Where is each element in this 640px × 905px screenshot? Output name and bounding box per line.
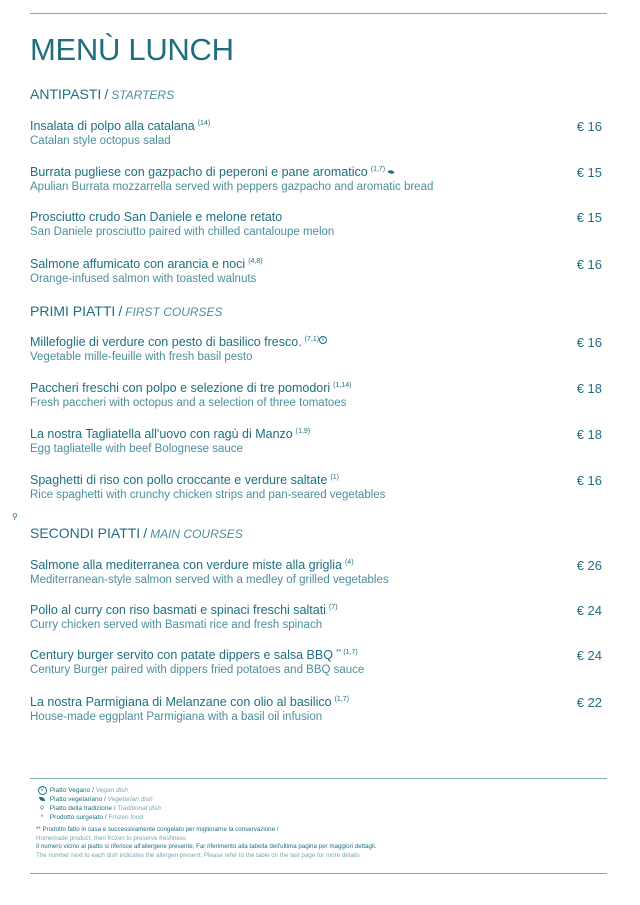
section-separator: /	[118, 303, 123, 319]
note-frozen-en: Homemade product, then frozen to preserve freshness	[36, 834, 186, 842]
dish-tagliatella	[30, 427, 607, 461]
vegan-icon: V	[38, 786, 47, 795]
section-title-en: MAIN COURSES	[150, 527, 243, 541]
section-separator: /	[143, 525, 148, 541]
legend-vegetarian: Piatto vegetariano / Vegetarian dish	[36, 795, 596, 804]
allergen-codes: (1,14)	[333, 382, 352, 389]
legend-label-it: Prodotto surgelato	[49, 814, 103, 821]
legend-vegan: V Piatto Vegano / Vegan dish	[36, 786, 596, 795]
vegetarian-leaf-icon	[388, 169, 395, 175]
dish-spaghetti-riso	[30, 473, 607, 507]
dish-parmigiana	[30, 695, 607, 729]
section-title-en: STARTERS	[111, 88, 175, 102]
legend-label-en: Traditional dish	[117, 805, 161, 812]
legend-traditional: ⚲ Piatto della tradizione / Traditional dish	[36, 804, 596, 813]
legend-label-en: Vegetarian dish	[107, 796, 153, 803]
legend-label-it: Piatto Vegano	[49, 787, 91, 795]
footer-notes	[36, 826, 596, 860]
vegetarian-leaf-icon	[39, 797, 45, 801]
dish-price: € 24	[576, 648, 602, 663]
dish-name: Century burger servito con patate dippers e salsa BBQ	[30, 648, 333, 662]
dish-name: Pollo al curry con riso basmati e spinaci freschi saltati	[30, 603, 326, 617]
dish-description: Apulian Burrata mozzarrella served with peppers gazpacho and aromatic bread	[30, 181, 434, 193]
dish-millefoglie	[30, 335, 607, 369]
note-allergen-en: The number next to each dish indicates the allergen present. Please refer to the table on the last page for more details	[36, 851, 360, 859]
dish-name: Burrata pugliese con gazpacho di peperoni e pane aromatico	[30, 165, 368, 179]
dish-price: € 18	[576, 381, 602, 396]
dish-century-burger	[30, 648, 607, 682]
dish-description: House-made eggplant Parmigiana with a basil oil infusion	[30, 711, 323, 723]
allergen-codes: (1,9)	[295, 428, 311, 435]
dish-name: La nostra Tagliatella all'uovo con ragù di Manzo	[30, 427, 293, 441]
dish-price: € 24	[576, 603, 602, 618]
dish-description: Century Burger paired with dippers fried potatoes and BBQ sauce	[30, 664, 365, 676]
section-secondi-piatti	[30, 525, 243, 541]
dish-name: Insalata di polpo alla catalana	[30, 119, 195, 133]
dish-name: Paccheri freschi con polpo e selezione di tre pomodori	[30, 381, 331, 395]
legend-label-en: Frozen food	[108, 814, 144, 821]
dish-salmone-affumicato	[30, 257, 607, 291]
dish-pollo-curry	[30, 603, 607, 637]
traditional-dish-icon: ⚲	[12, 512, 18, 521]
dish-name: Millefoglie di verdure con pesto di basilico fresco.	[30, 335, 302, 349]
note-allergen-it: Il numero vicino al piatto si riferisce all'allergene presente, Far riferimento alla tabella dell'ultima pagina per maggiori dettagli.	[36, 843, 377, 850]
dish-price: € 16	[576, 335, 602, 350]
dish-price: € 18	[576, 427, 602, 442]
dish-description: Mediterranean-style salmon served with a medley of grilled vegetables	[30, 574, 389, 586]
dish-name: Salmone affumicato con arancia e noci	[30, 257, 246, 271]
legend-label-en: Vegan dish	[95, 787, 129, 795]
dish-name: Prosciutto crudo San Daniele e melone retato	[30, 210, 283, 224]
dish-price: € 16	[576, 473, 602, 488]
dish-prosciutto	[30, 210, 607, 244]
legend-label-it: Piatto vegetariano	[49, 796, 103, 803]
dish-price: € 26	[576, 558, 602, 573]
allergen-codes: (4,8)	[248, 258, 263, 265]
section-title-it: PRIMI PIATTI	[30, 303, 116, 319]
vegan-icon: V	[319, 336, 327, 344]
allergen-codes: ** (1,7)	[335, 649, 358, 656]
allergen-codes: (4)	[344, 559, 354, 566]
dish-description: Rice spaghetti with crunchy chicken strips and pan-seared vegetables	[30, 489, 386, 501]
section-antipasti	[30, 86, 174, 102]
dish-price: € 22	[576, 695, 602, 710]
section-primi-piatti	[30, 303, 223, 319]
allergen-codes: (1)	[330, 474, 339, 481]
bottom-divider	[30, 873, 607, 874]
dish-price: € 16	[576, 257, 602, 272]
dish-price: € 16	[576, 119, 602, 134]
dish-description: Orange-infused salmon with toasted walnuts	[30, 273, 257, 285]
note-frozen-it: ** Prodotto fatto in casa e successivamente congelato per migliorarne la conservazione /	[36, 826, 279, 833]
dish-name: Salmone alla mediterranea con verdure miste alla griglia	[30, 558, 342, 572]
menu-title: MENÙ LUNCH	[30, 32, 234, 67]
dish-description: San Daniele prosciutto paired with chilled cantaloupe melon	[30, 226, 335, 238]
section-separator: /	[104, 86, 109, 102]
dish-description: Fresh paccheri with octopus and a selection of three tomatoes	[30, 397, 347, 409]
footer-divider	[30, 778, 607, 779]
dish-paccheri	[30, 381, 607, 415]
legend-label-it: Piatto della tradizione	[49, 805, 112, 812]
dish-description: Curry chicken served with Basmati rice and fresh spinach	[30, 619, 323, 631]
section-title-it: SECONDI PIATTI	[30, 525, 141, 541]
allergen-codes: (1,7)	[370, 166, 386, 173]
allergen-codes: (1,7)	[334, 696, 349, 703]
legend	[36, 786, 596, 860]
allergen-codes: (7,1)	[304, 336, 320, 343]
traditional-dish-icon: ⚲	[39, 806, 45, 812]
dish-price: € 15	[576, 210, 602, 225]
dish-insalata-polpo	[30, 119, 607, 153]
dish-burrata	[30, 165, 607, 199]
dish-salmone-mediterranea	[30, 558, 607, 592]
top-divider	[30, 13, 607, 14]
dish-description: Catalan style octopus salad	[30, 135, 171, 147]
allergen-codes: (7)	[328, 604, 338, 611]
dish-description: Egg tagliatelle with beef Bolognese sauce	[30, 443, 243, 455]
dish-name: Spaghetti di riso con pollo croccante e verdure saltate	[30, 473, 328, 487]
legend-frozen: * Prodotto surgelato / Frozen food	[36, 813, 596, 822]
allergen-codes: (14)	[197, 120, 211, 127]
asterisk-icon: *	[40, 815, 44, 821]
dish-price: € 15	[576, 165, 602, 180]
dish-description: Vegetable mille-feuille with fresh basil pesto	[30, 351, 253, 363]
section-title-en: FIRST COURSES	[125, 305, 223, 319]
section-title-it: ANTIPASTI	[30, 86, 102, 102]
dish-name: La nostra Parmigiana di Melanzane con olio al basilico	[30, 695, 332, 709]
